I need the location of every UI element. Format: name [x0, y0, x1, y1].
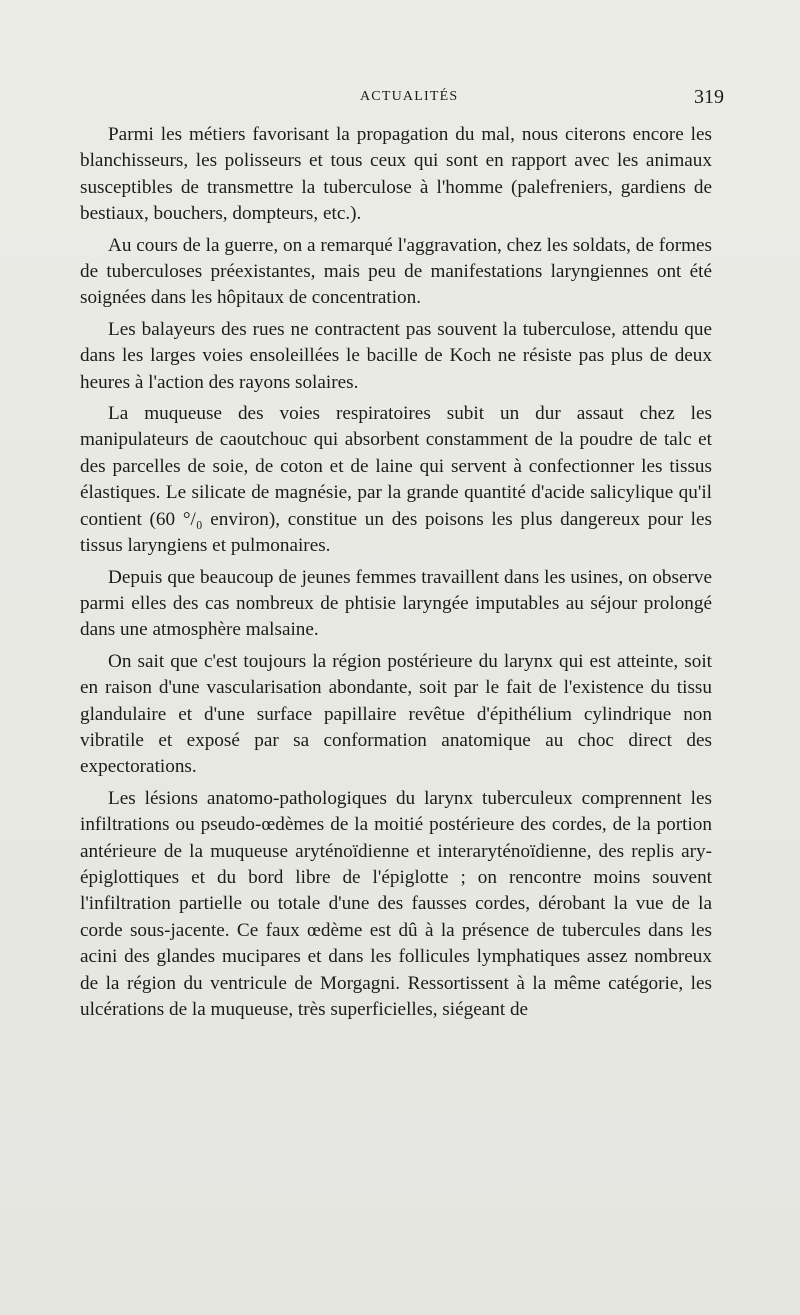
paragraph-caoutchouc: La muqueuse des voies respiratoires subit un dur assaut chez les manipulateurs de caoutchouc qui absorbent constamment de la poudre de talc et des parcelles de soie, de coton et de laine qui servent à confectionner les tissus élastiques. Le silicate de magnésie, par la grande quantité d'acide salicylique qu'il contient (60 °/₀ environ), constitue un des poisons les plus dangereux pour les tissus laryngiens et pulmonaires.	[80, 403, 712, 557]
paragraph-lesions: Les lésions anatomo-pathologiques du larynx tuberculeux comprennent les infiltrations ou pseudo-œdèmes de la moitié postérieure des cordes, de la portion antérieure de la muqueuse aryténoïdienne et interaryténoïdienne, des replis ary-épiglottiques et du bord libre de l'épiglotte ; on rencontre moins souvent l'infiltration partielle ou totale d'une des fausses cordes, dérobant la vue de la corde sous-jacente. Ce faux œdème est dû à la présence de tubercules dans les acini des glandes mucipares et dans les follicules lymphatiques assez nombreux de la région du ventricule de Morgagni. Ressortissent à la même catégorie, les ulcérations de la muqueuse, très superficielles, siégeant de	[80, 787, 712, 1020]
paragraph-balayeurs: Les balayeurs des rues ne contractent pas souvent la tuberculose, attendu que dans les larges voies ensoleillées le bacille de Koch ne résiste pas plus de deux heures à l'action des rayons solaires.	[80, 318, 712, 393]
paragraph-metiers: Parmi les métiers favorisant la propagation du mal, nous citerons encore les blanchisseurs, les polisseurs et tous ceux qui sont en rapport avec les animaux susceptibles de transmettre la tuberculose à l'homme (palefreniers, gardiens de bestiaux, bouchers, dompteurs, etc.).	[80, 124, 712, 225]
body-text	[80, 122, 712, 1023]
paragraph-region-posterieure: On sait que c'est toujours la région postérieure du larynx qui est atteinte, soit en raison d'une vascularisation abondante, soit par le fait de l'existence du tissu glandulaire et d'une surface papillaire revêtue d'épithélium cylindrique non vibratile et exposé par sa conformation anatomique au choc direct des expectorations.	[80, 650, 712, 778]
paragraph-jeunes-femmes: Depuis que beaucoup de jeunes femmes travaillent dans les usines, on observe parmi elles des cas nombreux de phtisie laryngée imputables au séjour prolongé dans une atmosphère malsaine.	[80, 566, 712, 641]
running-title: ACTUALITÉS	[360, 89, 459, 104]
page-number: 319	[694, 86, 724, 108]
running-head	[80, 86, 724, 110]
paragraph-guerre: Au cours de la guerre, on a remarqué l'aggravation, chez les soldats, de formes de tuberculoses préexistantes, mais peu de manifestations laryngiennes ont été soignées dans les hôpitaux de concentration.	[80, 234, 712, 309]
